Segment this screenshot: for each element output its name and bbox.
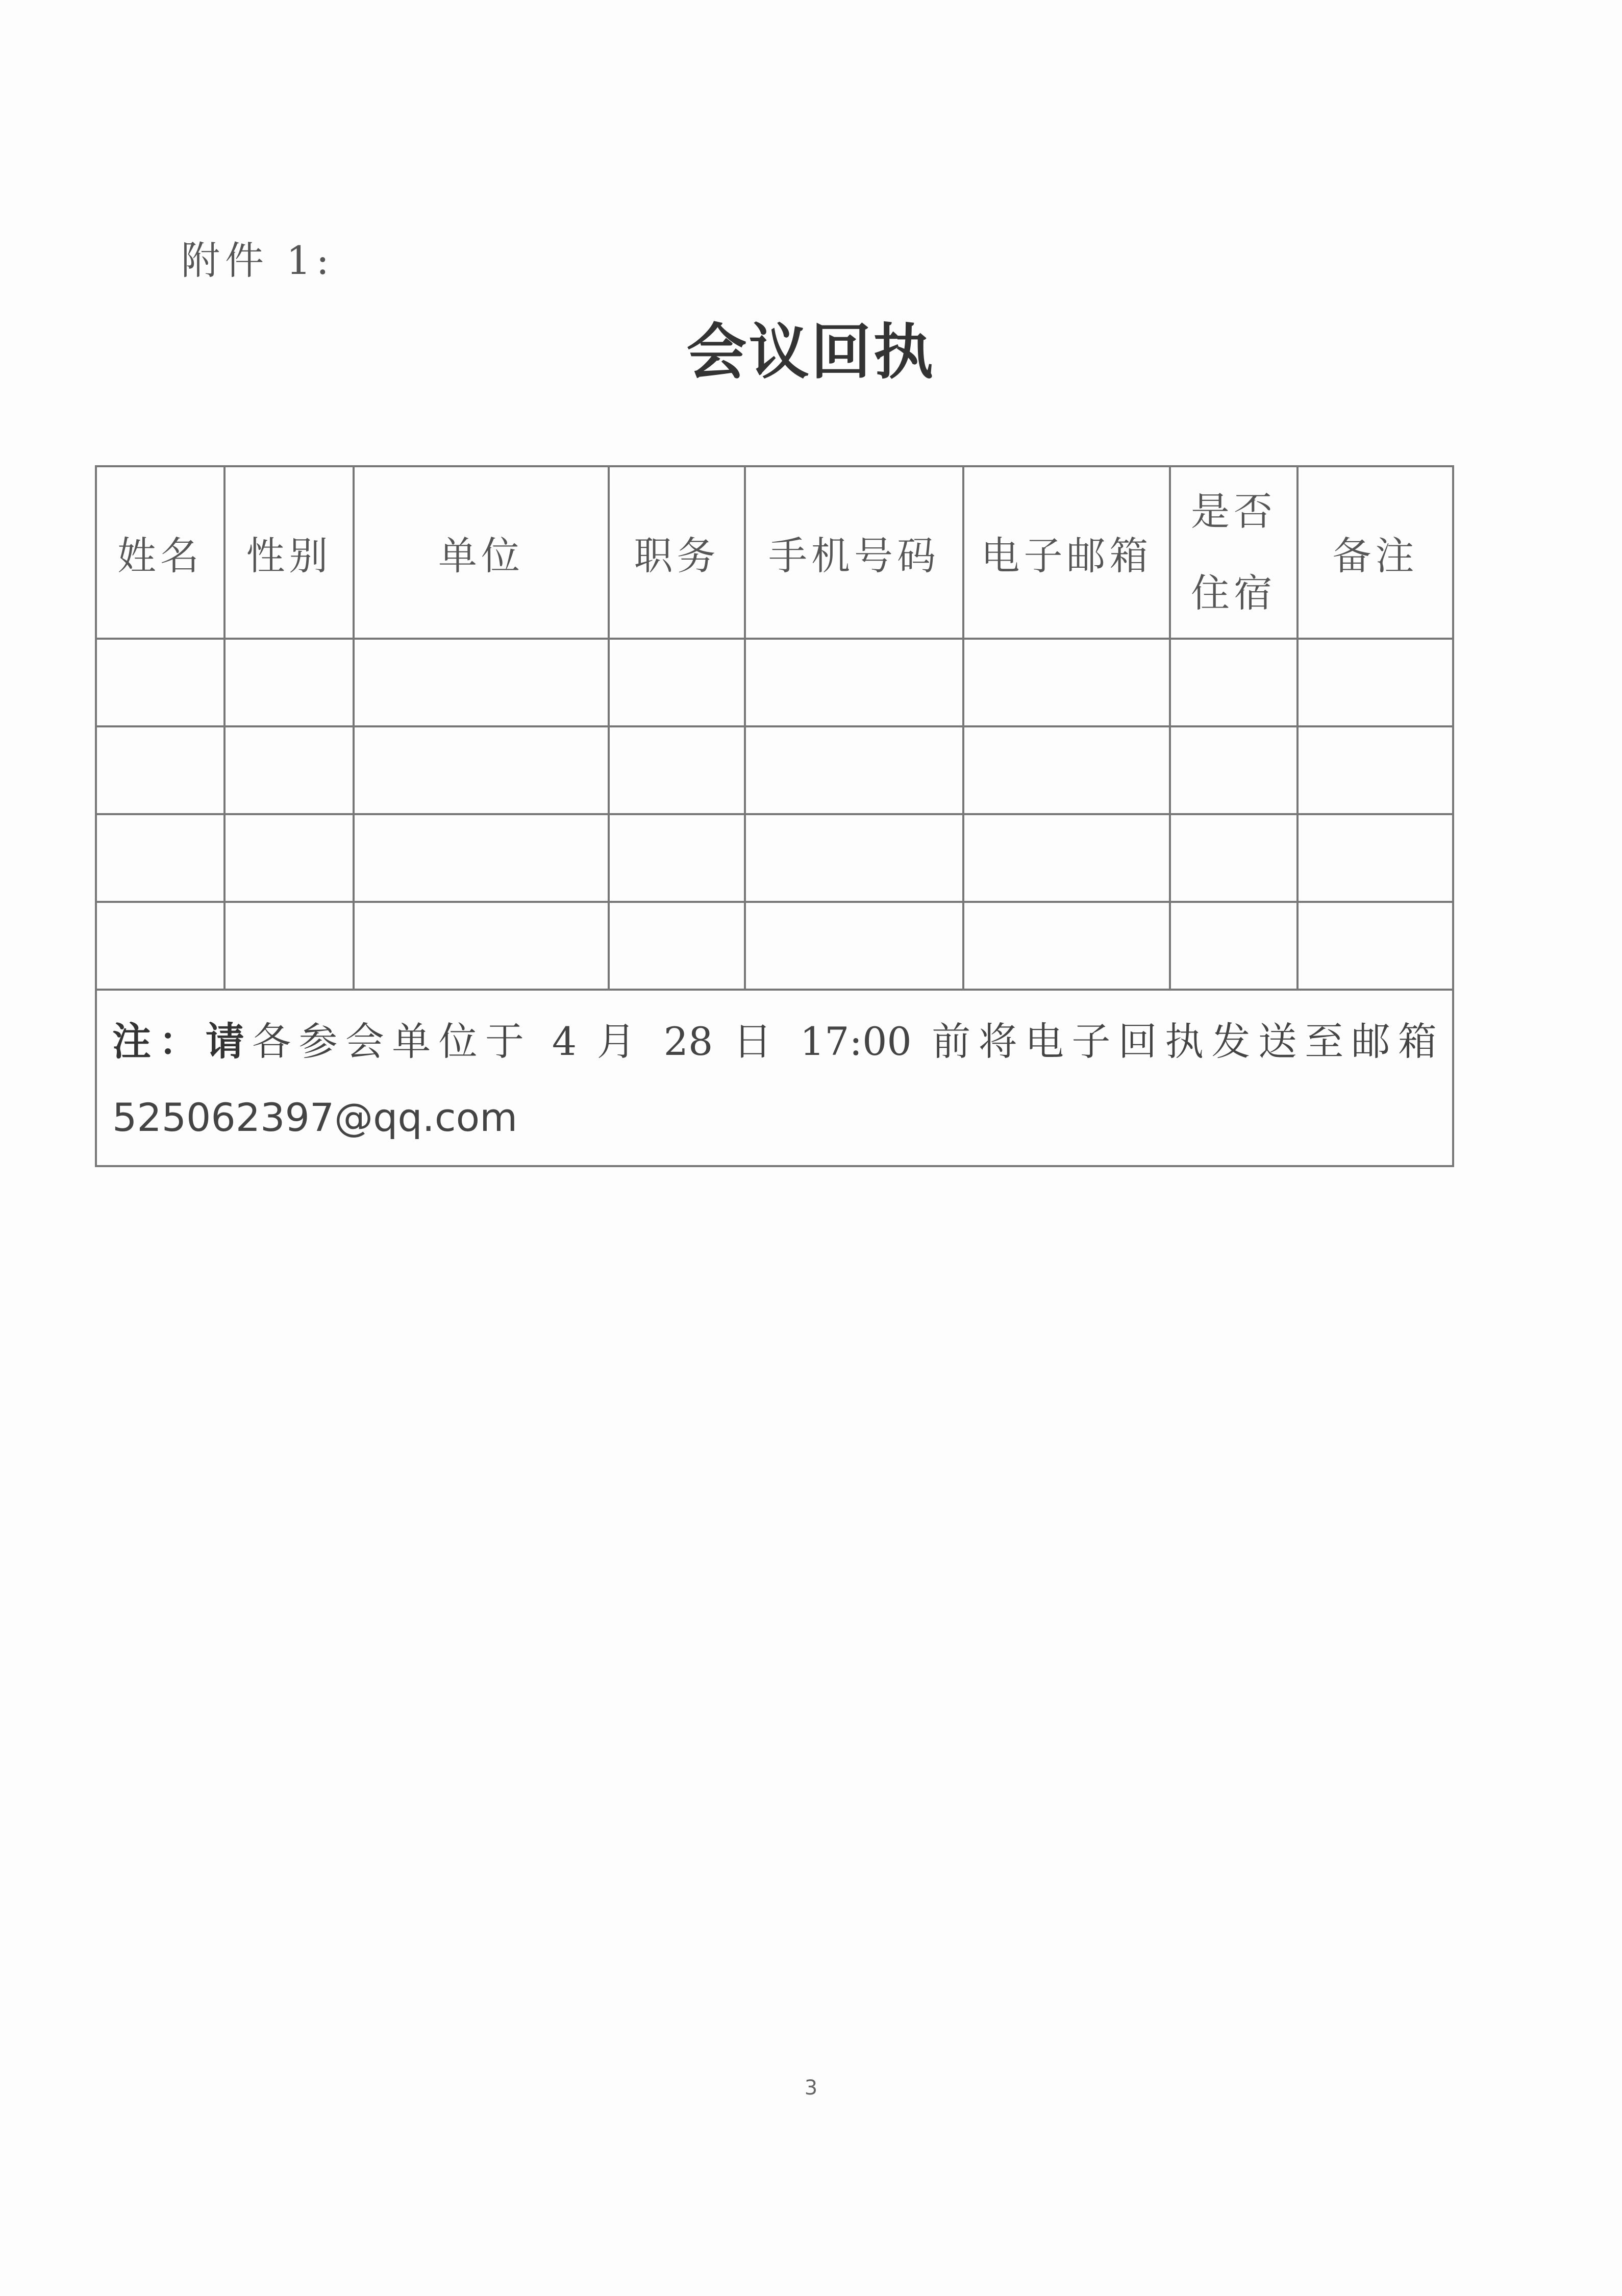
- cell-lodging[interactable]: [1170, 814, 1297, 902]
- cell-unit[interactable]: [354, 726, 609, 814]
- cell-name[interactable]: [96, 726, 224, 814]
- cell-remarks[interactable]: [1297, 902, 1453, 990]
- header-name: 姓名: [96, 466, 224, 639]
- cell-email[interactable]: [963, 726, 1170, 814]
- page-number: 3: [804, 2076, 818, 2100]
- cell-name[interactable]: [96, 814, 224, 902]
- header-remarks: 备注: [1297, 466, 1453, 639]
- cell-lodging[interactable]: [1170, 639, 1297, 726]
- header-lodging-line1: 是否: [1191, 489, 1277, 534]
- cell-gender[interactable]: [224, 902, 354, 990]
- note-prefix: 注：请: [112, 1019, 253, 1064]
- attachment-label: 附件 1:: [181, 238, 335, 283]
- note-text-line: [112, 1006, 1437, 1077]
- cell-lodging[interactable]: [1170, 902, 1297, 990]
- cell-name[interactable]: [96, 639, 224, 726]
- cell-phone[interactable]: [745, 814, 963, 902]
- cell-phone[interactable]: [745, 726, 963, 814]
- cell-position[interactable]: [609, 726, 745, 814]
- table-row: [96, 639, 1453, 726]
- cell-gender[interactable]: [224, 814, 354, 902]
- cell-email[interactable]: [963, 639, 1170, 726]
- cell-gender[interactable]: [224, 639, 354, 726]
- cell-phone[interactable]: [745, 902, 963, 990]
- note-text: 各参会单位于 4 月 28 日 17:00 前将电子回执发送至邮箱: [252, 1019, 1437, 1064]
- table-row: [96, 726, 1453, 814]
- cell-gender[interactable]: [224, 726, 354, 814]
- header-lodging-line2: 住宿: [1191, 570, 1277, 616]
- table-row: [96, 902, 1453, 990]
- cell-unit[interactable]: [354, 814, 609, 902]
- cell-position[interactable]: [609, 639, 745, 726]
- note-row: [96, 990, 1453, 1166]
- cell-email[interactable]: [963, 814, 1170, 902]
- table-row: [96, 814, 1453, 902]
- cell-phone[interactable]: [745, 639, 963, 726]
- note-email: 525062397@qq.com: [112, 1095, 518, 1140]
- cell-remarks[interactable]: [1297, 814, 1453, 902]
- cell-remarks[interactable]: [1297, 726, 1453, 814]
- receipt-form-table: [95, 465, 1454, 1167]
- page-title: 会议回执: [686, 316, 936, 387]
- header-position: 职务: [609, 466, 745, 639]
- header-gender: 性别: [224, 466, 354, 639]
- cell-name[interactable]: [96, 902, 224, 990]
- header-lodging: [1170, 466, 1297, 639]
- cell-remarks[interactable]: [1297, 639, 1453, 726]
- header-email: 电子邮箱: [963, 466, 1170, 639]
- cell-position[interactable]: [609, 814, 745, 902]
- cell-email[interactable]: [963, 902, 1170, 990]
- header-phone: 手机号码: [745, 466, 963, 639]
- cell-position[interactable]: [609, 902, 745, 990]
- cell-lodging[interactable]: [1170, 726, 1297, 814]
- header-unit: 单位: [354, 466, 609, 639]
- note-cell: [96, 990, 1453, 1166]
- cell-unit[interactable]: [354, 639, 609, 726]
- cell-unit[interactable]: [354, 902, 609, 990]
- table-header-row: [96, 466, 1453, 639]
